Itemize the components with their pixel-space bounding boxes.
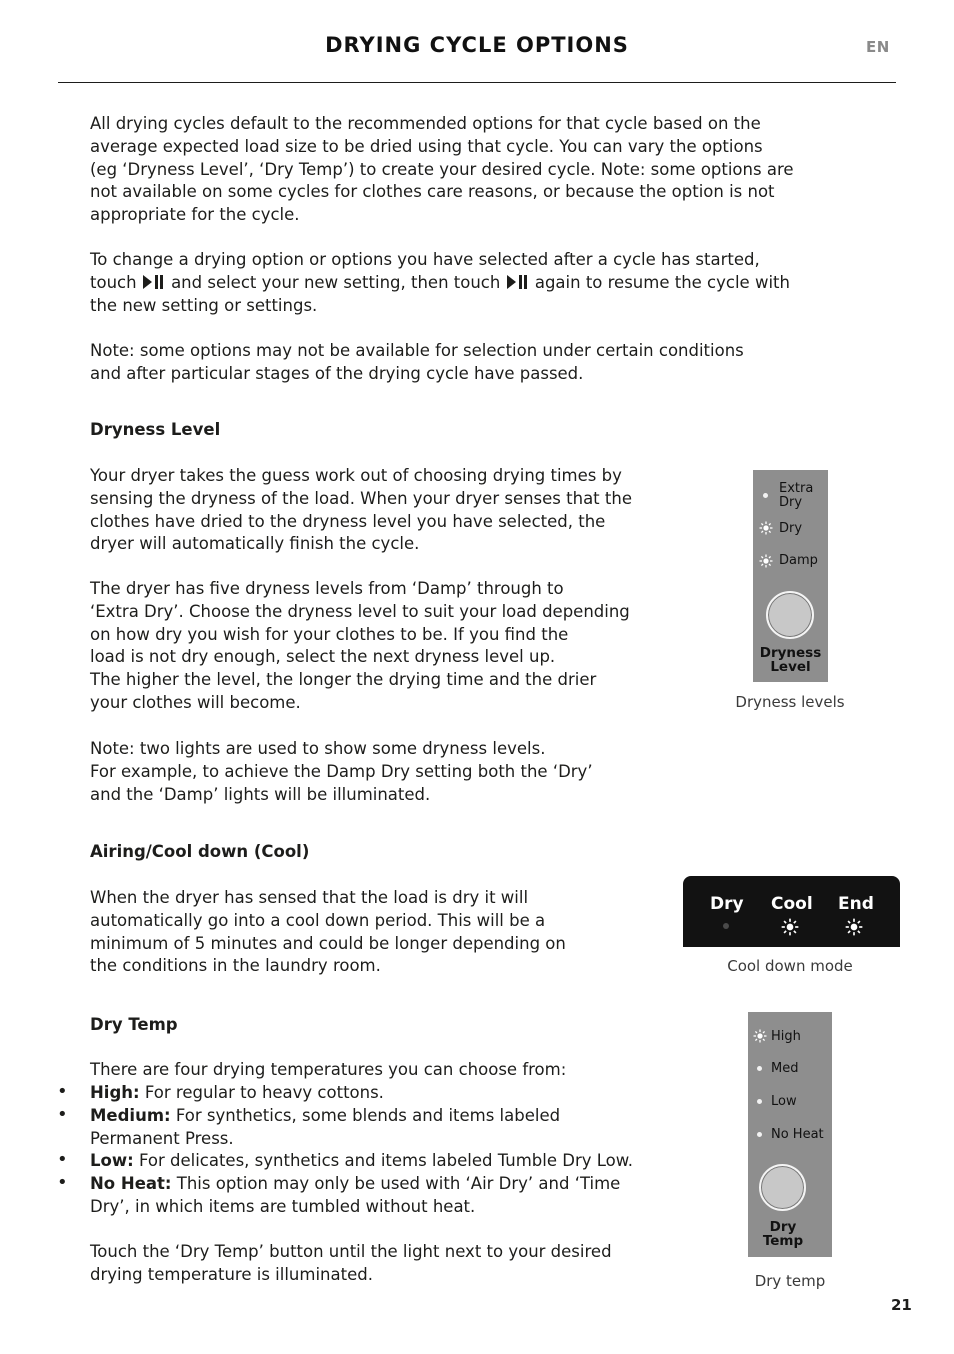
dry-temp-panel [748, 1012, 832, 1257]
text-line: For example, to achieve the Damp Dry setting both the ‘Dry’ [90, 761, 593, 781]
text-line: (eg ‘Dryness Level’, ‘Dry Temp’) to create your desired cycle. Note: some options are [90, 159, 794, 179]
panel-label-dry: Dry [779, 521, 803, 536]
list-item-text: Dry’, in which items are tumbled without heat. [90, 1196, 476, 1216]
display-label-end: End [838, 894, 874, 914]
dryness-paragraph-1 [90, 465, 632, 556]
dry-temp-button [759, 1164, 806, 1211]
dryness-paragraph-3 [90, 738, 593, 806]
panel-label-damp: Damp [779, 553, 818, 568]
text-line: All drying cycles default to the recommended options for that cycle based on the [90, 114, 761, 133]
panel-label-med: Med [771, 1061, 799, 1076]
text-line: average expected load size to be dried using that cycle. You can vary the options [90, 136, 763, 156]
intro-paragraph-3 [90, 340, 744, 386]
text-line: drying temperature is illuminated. [90, 1264, 373, 1284]
indicator-light-off [757, 1132, 762, 1137]
list-item-term: High: [90, 1083, 140, 1102]
bullet-icon: • [57, 1172, 68, 1193]
figure-caption: Cool down mode [727, 957, 853, 975]
sun-icon [759, 554, 773, 568]
dryness-level-button [766, 591, 814, 639]
panel-label-high: High [771, 1029, 801, 1044]
text-line: When the dryer has sensed that the load is dry it will [90, 888, 529, 907]
sun-icon [845, 918, 863, 936]
bullet-icon: • [57, 1104, 68, 1125]
text-line: automatically go into a cool down period. This will be a [90, 910, 546, 930]
text-line: To change a drying option or options you have selected after a cycle has started, [90, 250, 760, 269]
text-line: dryer will automatically finish the cycle. [90, 534, 420, 554]
text-line: The dryer has five dryness levels from ‘Damp’ through to [90, 579, 564, 598]
dryness-paragraph-2 [90, 578, 630, 715]
section-heading-dry-temp: Dry Temp [90, 1015, 178, 1034]
header-divider [58, 82, 896, 83]
page-number: 21 [891, 1296, 912, 1314]
list-item [90, 1173, 620, 1219]
bullet-icon: • [57, 1149, 68, 1170]
text-line: Your dryer takes the guess work out of choosing drying times by [90, 466, 622, 485]
sun-icon [753, 1029, 767, 1043]
text-line: clothes have dried to the dryness level you have selected, the [90, 511, 606, 531]
list-item-term: No Heat: [90, 1174, 172, 1193]
list-item [90, 1082, 384, 1105]
text-line: Note: some options may not be available for selection under certain conditions [90, 341, 744, 360]
temp-intro: There are four drying temperatures you can choose from: [90, 1060, 567, 1079]
text-line [90, 272, 790, 295]
text-line: ‘Extra Dry’. Choose the dryness level to suit your load depending [90, 601, 630, 621]
list-item-text: For regular to heavy cottons. [144, 1083, 384, 1102]
indicator-light-off [757, 1099, 762, 1104]
play-pause-icon [142, 274, 166, 290]
text-line: load is not dry enough, select the next dryness level up. [90, 647, 556, 667]
figure-caption: Dryness levels [735, 693, 845, 711]
language-label: EN [866, 38, 890, 56]
bullet-icon: • [57, 1081, 68, 1102]
panel-label-low: Low [771, 1094, 797, 1109]
cool-paragraph [90, 887, 566, 978]
text-line: minimum of 5 minutes and could be longer depending on [90, 933, 566, 953]
dryness-level-panel [753, 470, 828, 682]
cool-down-display [683, 876, 900, 947]
temp-outro [90, 1241, 612, 1287]
text-fragment: again to resume the cycle with [534, 272, 790, 292]
text-line: The higher the level, the longer the drying time and the drier [90, 670, 597, 690]
list-item-text: Permanent Press. [90, 1128, 234, 1148]
text-line: appropriate for the cycle. [90, 205, 300, 225]
indicator-light-off [763, 493, 768, 498]
text-line: Note: two lights are used to show some dryness levels. [90, 739, 546, 758]
indicator-light-off [757, 1066, 762, 1071]
text-line: on how dry you wish for your clothes to be. If you find the [90, 624, 569, 644]
figure-caption: Dry temp [754, 1272, 826, 1290]
text-line: not available on some cycles for clothes care reasons, or because the option is not [90, 182, 775, 202]
list-item-term: Medium: [90, 1106, 171, 1125]
list-item-text: This option may only be used with ‘Air Dry’ and ‘Time [176, 1174, 621, 1193]
play-pause-icon [506, 274, 530, 290]
sun-icon [759, 521, 773, 535]
section-heading-cool-down: Airing/Cool down (Cool) [90, 842, 310, 861]
text-line: Touch the ‘Dry Temp’ button until the light next to your desired [90, 1242, 612, 1261]
panel-button-label: Dry Temp [762, 1219, 804, 1249]
section-heading-dryness-level: Dryness Level [90, 420, 221, 439]
intro-paragraph-1 [90, 113, 794, 227]
list-item [90, 1105, 560, 1151]
list-item-text: For delicates, synthetics and items labeled Tumble Dry Low. [138, 1151, 633, 1170]
text-line: and the ‘Damp’ lights will be illuminated. [90, 784, 431, 804]
list-item-term: Low: [90, 1151, 134, 1170]
panel-label-extra-dry: Extra Dry [779, 481, 814, 510]
text-fragment: and select your new setting, then touch [171, 272, 501, 292]
text-fragment: touch [90, 272, 137, 292]
text-line: the new setting or settings. [90, 295, 318, 315]
sun-icon [781, 918, 799, 936]
text-line: and after particular stages of the drying cycle have passed. [90, 363, 584, 383]
display-label-dry: Dry [710, 894, 744, 914]
panel-button-label: Dryness Level [759, 645, 822, 675]
intro-paragraph-2 [90, 249, 790, 317]
indicator-light-off [723, 923, 729, 929]
panel-label-no-heat: No Heat [771, 1127, 824, 1142]
list-item-text: For synthetics, some blends and items labeled [175, 1106, 561, 1125]
display-label-cool: Cool [771, 894, 813, 914]
text-line: your clothes will become. [90, 692, 301, 712]
list-item [90, 1150, 633, 1173]
text-line: the conditions in the laundry room. [90, 956, 381, 976]
text-line: sensing the dryness of the load. When your dryer senses that the [90, 488, 632, 508]
page-title: DRYING CYCLE OPTIONS [325, 33, 629, 57]
